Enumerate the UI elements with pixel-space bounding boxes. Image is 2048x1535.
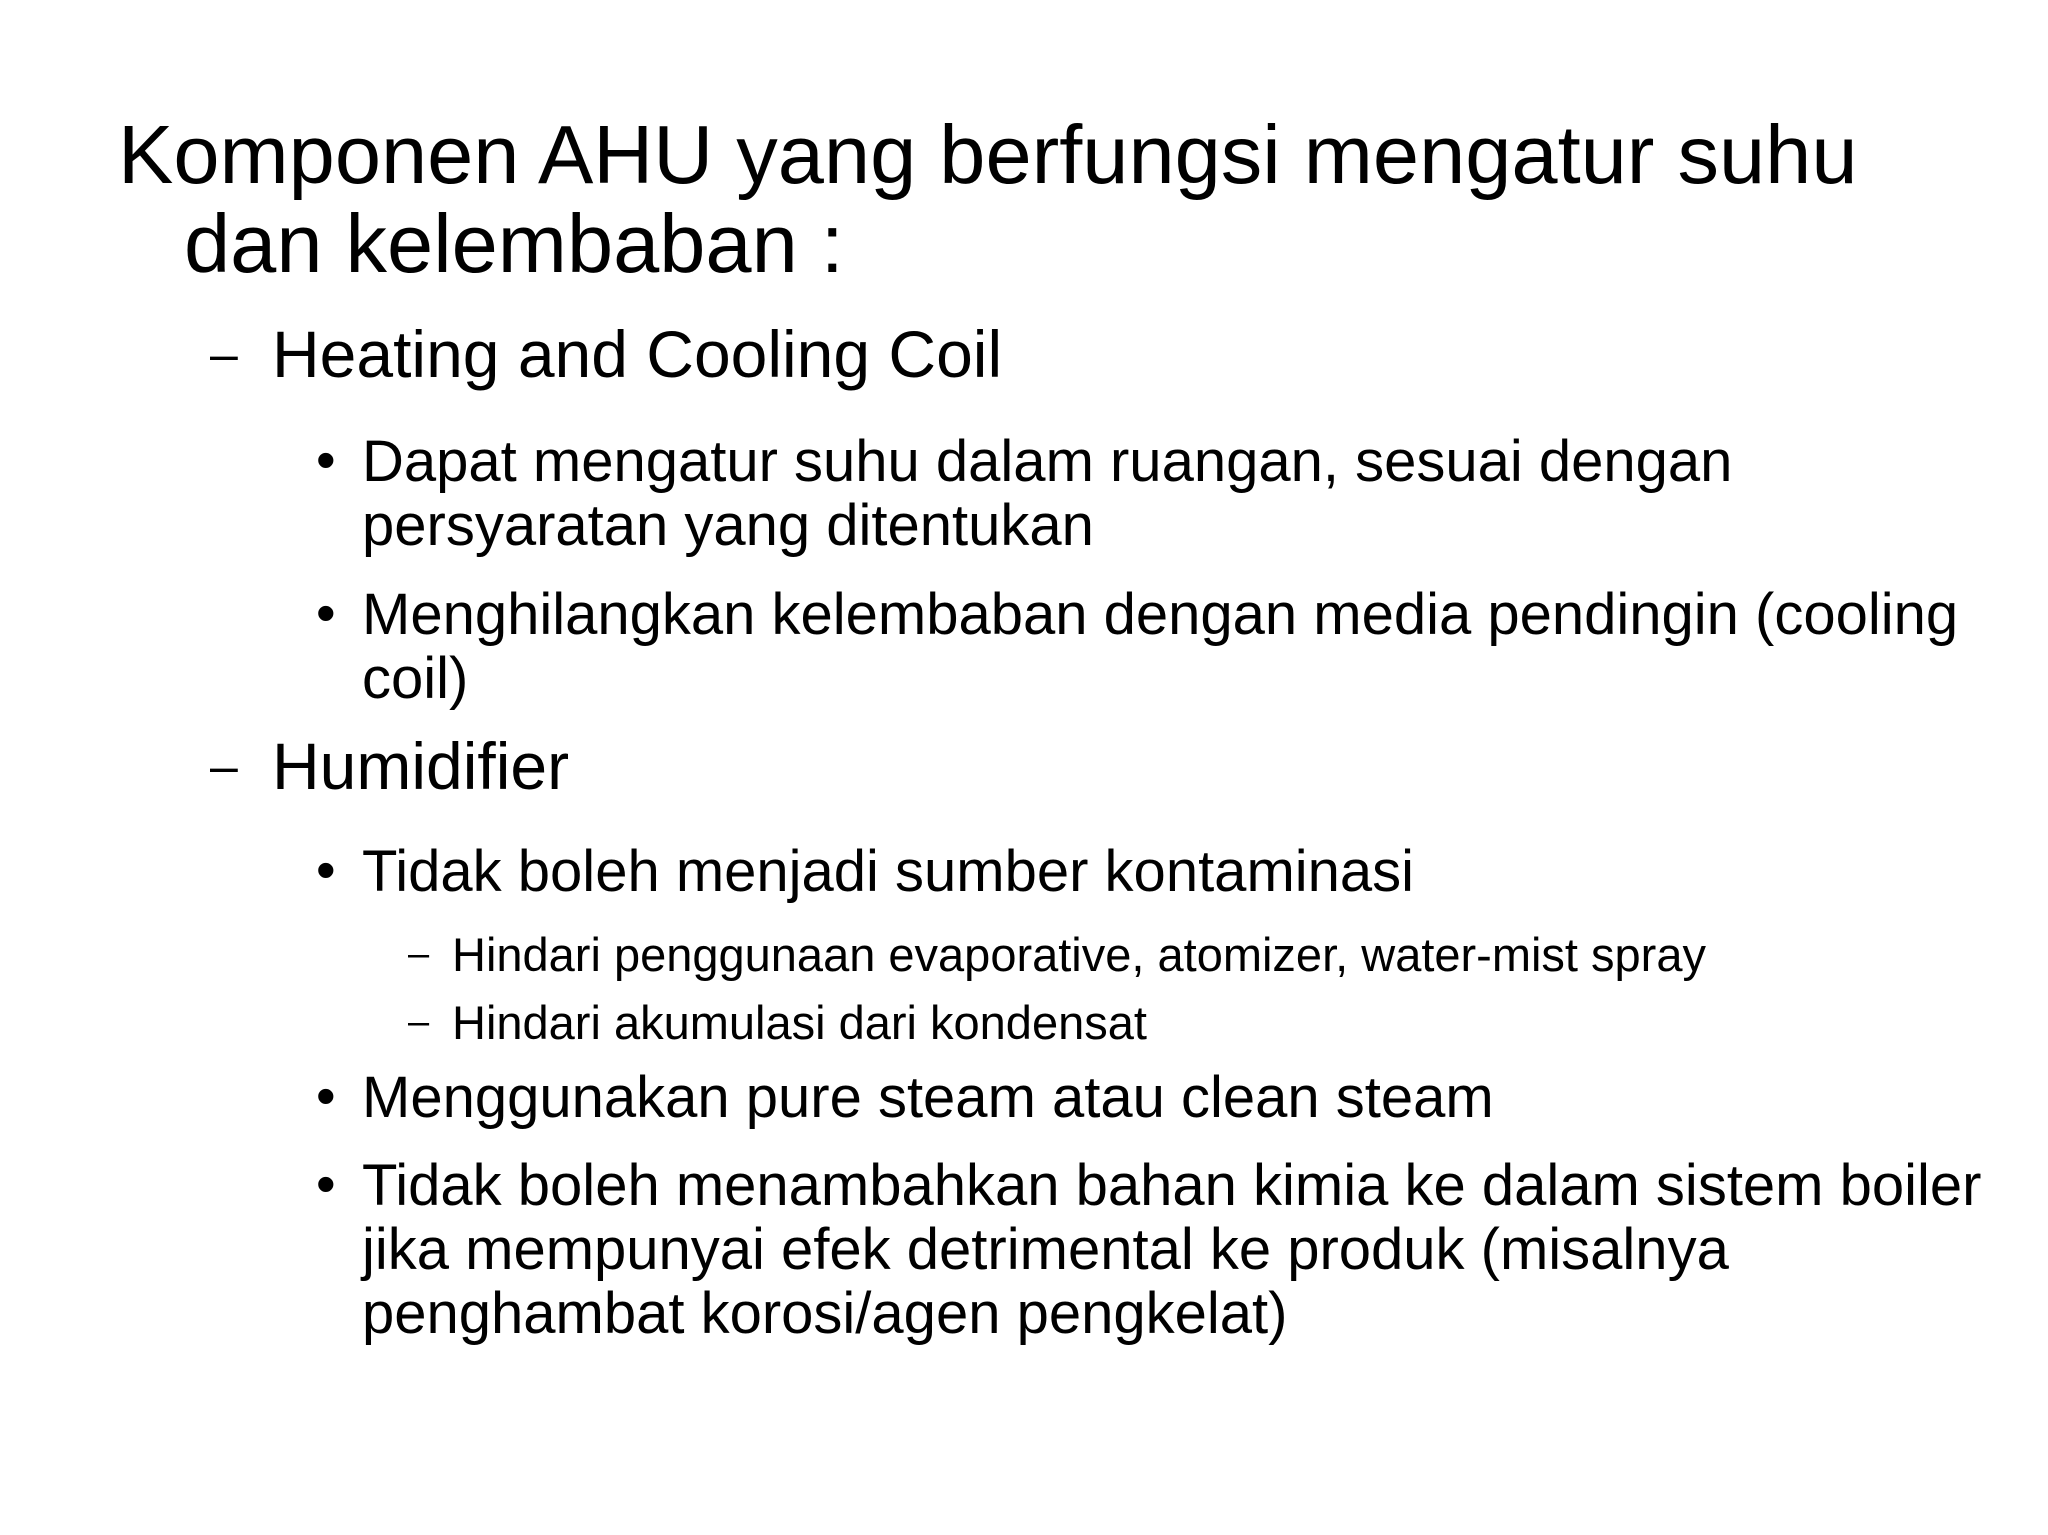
- item-text: Dapat mengatur suhu dalam ruangan, sesuai dengan persyaratan yang ditentukan: [362, 429, 1733, 558]
- level2-item-sumber-kontaminasi: [316, 840, 2016, 904]
- dash-marker: –: [210, 738, 238, 794]
- item-text: Menghilangkan kelembaban dengan media pendingin (cooling coil): [362, 582, 1959, 711]
- bullet-marker: •: [316, 1152, 336, 1215]
- level3-item-hindari-akumulasi: [408, 996, 2008, 1050]
- item-text: Heating and Cooling Coil: [272, 317, 1003, 391]
- level2-item-bahan-kimia: [316, 1154, 2016, 1346]
- item-text: Tidak boleh menambahkan bahan kimia ke dalam sistem boiler jika mempunyai efek detrimental ke produk (misalnya penghambat korosi/agen pengkelat): [362, 1153, 1982, 1346]
- item-text: Menggunakan pure steam atau clean steam: [362, 1065, 1494, 1130]
- level1-item-heating-cooling-coil: [210, 318, 1990, 390]
- bullet-marker: •: [316, 838, 336, 901]
- item-text: Tidak boleh menjadi sumber kontaminasi: [362, 839, 1415, 904]
- item-text: Hindari penggunaan evaporative, atomizer, water-mist spray: [452, 928, 1706, 981]
- level2-item-pure-steam: [316, 1066, 2016, 1130]
- level2-item-suhu-ruangan: [316, 430, 2016, 558]
- level3-item-hindari-penggunaan: [408, 928, 2008, 982]
- slide-title: Komponen AHU yang berfungsi mengatur suhu dan kelembaban :: [118, 108, 1858, 290]
- bullet-marker: •: [316, 428, 336, 491]
- bullet-marker: •: [316, 581, 336, 644]
- dash-marker: –: [210, 326, 238, 382]
- item-text: Hindari akumulasi dari kondensat: [452, 996, 1147, 1049]
- level1-item-humidifier: [210, 730, 1990, 802]
- level2-item-menghilangkan-kelembaban: [316, 583, 2016, 711]
- bullet-marker: •: [316, 1064, 336, 1127]
- dash-marker: –: [408, 933, 430, 975]
- item-text: Humidifier: [272, 729, 570, 803]
- dash-marker: –: [408, 1001, 430, 1043]
